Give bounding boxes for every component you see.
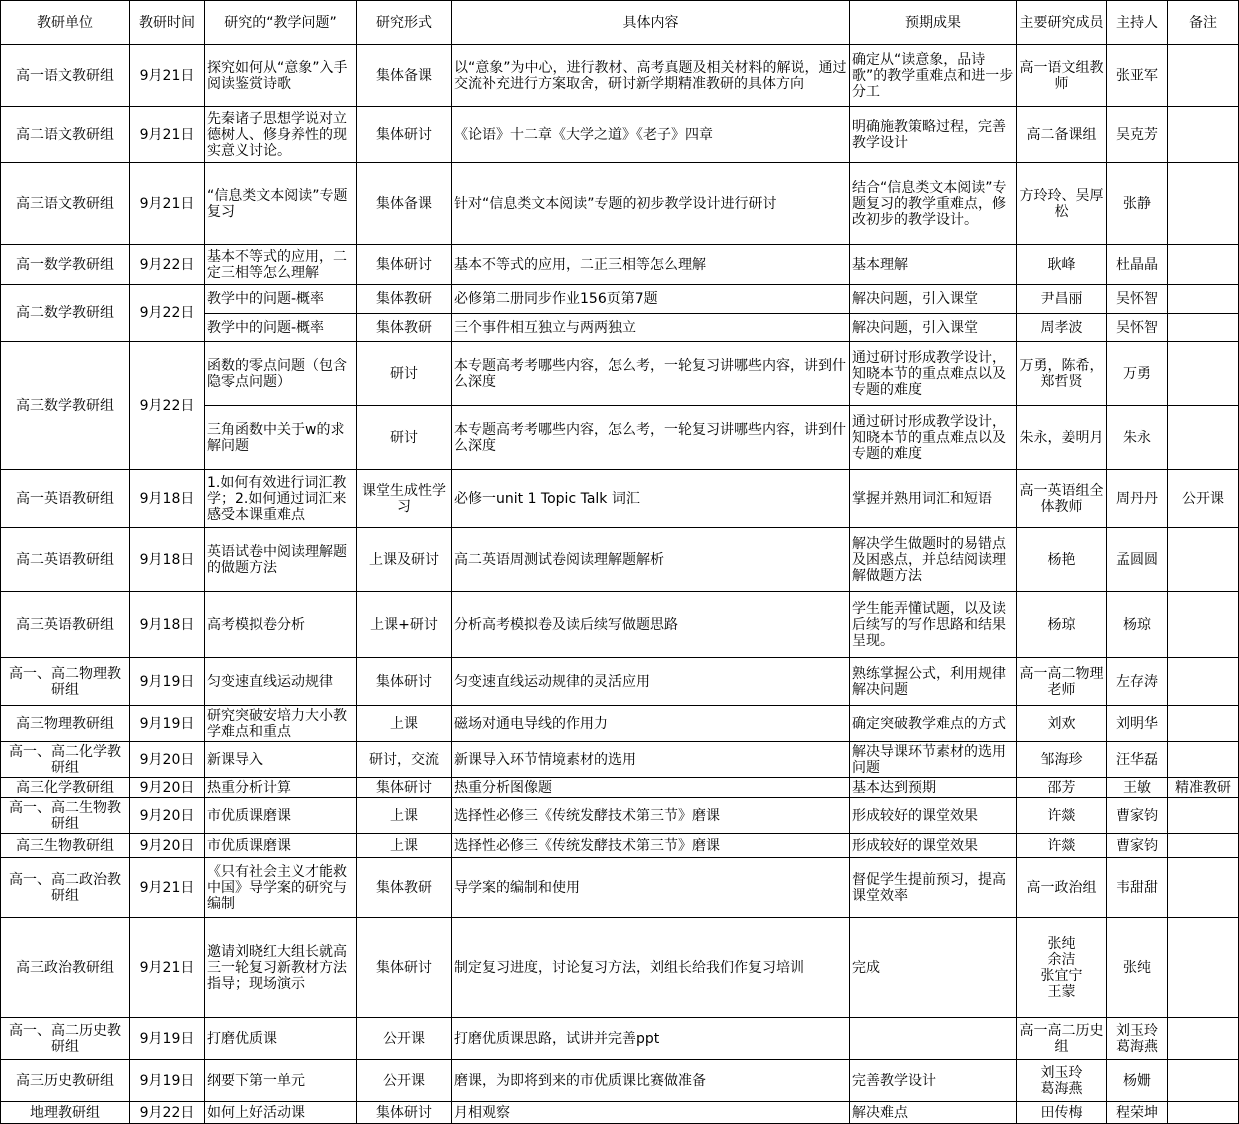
content-cell: 选择性必修三《传统发酵技术第三节》磨课 [452, 834, 850, 858]
table-row [1, 742, 1239, 778]
outcome-cell: 确定从“读意象，品诗歌”的教学重难点和进一步分工 [850, 45, 1017, 107]
note-cell [1168, 742, 1239, 778]
problem-cell: 英语试卷中阅读理解题的做题方法 [205, 528, 357, 592]
host-cell: 朱永 [1107, 406, 1168, 470]
unit-cell: 高一语文教研组 [1, 45, 130, 107]
unit-cell: 高三物理教研组 [1, 706, 130, 742]
unit-cell: 高一英语教研组 [1, 470, 130, 528]
host-cell: 张纯 [1107, 918, 1168, 1018]
content-cell: 磨课，为即将到来的市优质课比赛做准备 [452, 1060, 850, 1102]
outcome-cell: 基本达到预期 [850, 778, 1017, 798]
outcome-cell: 解决难点 [850, 1102, 1017, 1124]
problem-cell: 市优质课磨课 [205, 798, 357, 834]
unit-cell: 高三英语教研组 [1, 592, 130, 658]
problem-cell: 《只有社会主义才能救中国》导学案的研究与编制 [205, 858, 357, 918]
members-cell: 高一英语组全体教师 [1017, 470, 1107, 528]
outcome-cell: 通过研讨形成教学设计，知晓本节的重点难点以及专题的难度 [850, 406, 1017, 470]
content-cell: 针对“信息类文本阅读”专题的初步教学设计进行研讨 [452, 163, 850, 245]
header-problem: 研究的“教学问题” [205, 1, 357, 45]
table-row [1, 245, 1239, 285]
date-cell: 9月20日 [130, 798, 205, 834]
problem-cell: 1.如何有效进行词汇教学；2.如何通过词汇来感受本课重难点 [205, 470, 357, 528]
note-cell [1168, 314, 1239, 342]
members-cell: 尹昌丽 [1017, 285, 1107, 314]
note-cell [1168, 706, 1239, 742]
header-outcome: 预期成果 [850, 1, 1017, 45]
problem-cell: 三角函数中关于w的求解问题 [205, 406, 357, 470]
members-cell: 高一政治组 [1017, 858, 1107, 918]
outcome-cell: 督促学生提前预习，提高课堂效率 [850, 858, 1017, 918]
problem-cell: 探究如何从“意象”入手阅读鉴赏诗歌 [205, 45, 357, 107]
header-note: 备注 [1168, 1, 1239, 45]
note-cell [1168, 918, 1239, 1018]
date-cell: 9月21日 [130, 107, 205, 163]
unit-cell: 高一、高二生物教研组 [1, 798, 130, 834]
content-cell: 必修第二册同步作业156页第7题 [452, 285, 850, 314]
table-row [1, 858, 1239, 918]
outcome-cell: 明确施教策略过程，完善教学设计 [850, 107, 1017, 163]
form-cell: 上课+研讨 [357, 592, 452, 658]
table-row [1, 834, 1239, 858]
members-cell: 高一高二历史组 [1017, 1018, 1107, 1060]
outcome-cell: 通过研讨形成教学设计，知晓本节的重点难点以及专题的难度 [850, 342, 1017, 406]
date-cell: 9月21日 [130, 163, 205, 245]
form-cell: 集体备课 [357, 45, 452, 107]
form-cell: 集体研讨 [357, 245, 452, 285]
header-members: 主要研究成员 [1017, 1, 1107, 45]
date-cell: 9月18日 [130, 528, 205, 592]
host-cell: 孟圆圆 [1107, 528, 1168, 592]
form-cell: 集体研讨 [357, 1102, 452, 1124]
note-cell [1168, 285, 1239, 314]
problem-cell: 市优质课磨课 [205, 834, 357, 858]
form-cell: 上课 [357, 798, 452, 834]
problem-cell: 基本不等式的应用，二定三相等怎么理解 [205, 245, 357, 285]
problem-cell: 纲要下第一单元 [205, 1060, 357, 1102]
members-cell: 周孝波 [1017, 314, 1107, 342]
note-cell [1168, 1018, 1239, 1060]
note-cell [1168, 1102, 1239, 1124]
problem-cell: 先秦诸子思想学说对立德树人、修身养性的现实意义讨论。 [205, 107, 357, 163]
outcome-cell: 结合“信息类文本阅读”专题复习的教学重难点，修改初步的教学设计。 [850, 163, 1017, 245]
form-cell: 公开课 [357, 1060, 452, 1102]
form-cell: 公开课 [357, 1018, 452, 1060]
members-cell: 高一语文组教师 [1017, 45, 1107, 107]
unit-cell: 地理教研组 [1, 1102, 130, 1124]
outcome-cell: 解决导课环节素材的选用问题 [850, 742, 1017, 778]
note-cell [1168, 163, 1239, 245]
members-cell: 杨琼 [1017, 592, 1107, 658]
problem-cell: 热重分析计算 [205, 778, 357, 798]
form-cell: 集体研讨 [357, 107, 452, 163]
form-cell: 上课及研讨 [357, 528, 452, 592]
date-cell: 9月19日 [130, 658, 205, 706]
content-cell: 磁场对通电导线的作用力 [452, 706, 850, 742]
unit-cell: 高三语文教研组 [1, 163, 130, 245]
problem-cell: “信息类文本阅读”专题复习 [205, 163, 357, 245]
host-cell: 杨姗 [1107, 1060, 1168, 1102]
outcome-cell: 完成 [850, 918, 1017, 1018]
content-cell: 分析高考模拟卷及读后续写做题思路 [452, 592, 850, 658]
table-row [1, 45, 1239, 107]
date-cell: 9月21日 [130, 858, 205, 918]
date-cell: 9月22日 [130, 285, 205, 342]
host-cell: 程荣坤 [1107, 1102, 1168, 1124]
content-cell: 导学案的编制和使用 [452, 858, 850, 918]
problem-cell: 教学中的问题-概率 [205, 285, 357, 314]
unit-cell: 高二数学教研组 [1, 285, 130, 342]
problem-cell: 研究突破安培力大小教学难点和重点 [205, 706, 357, 742]
members-cell: 张纯 余洁 张宜宁 王蒙 [1017, 918, 1107, 1018]
host-cell: 汪华磊 [1107, 742, 1168, 778]
note-cell: 公开课 [1168, 470, 1239, 528]
host-cell: 曹家钧 [1107, 798, 1168, 834]
date-cell: 9月18日 [130, 592, 205, 658]
content-cell: 以“意象”为中心，进行教材、高考真题及相关材料的解说，通过交流补充进行方案取舍，研讨新学期精准教研的具体方向 [452, 45, 850, 107]
content-cell: 基本不等式的应用，二正三相等怎么理解 [452, 245, 850, 285]
date-cell: 9月19日 [130, 1018, 205, 1060]
content-cell: 必修一unit 1 Topic Talk 词汇 [452, 470, 850, 528]
note-cell [1168, 406, 1239, 470]
host-cell: 万勇 [1107, 342, 1168, 406]
table-row [1, 706, 1239, 742]
table-row [1, 342, 1239, 406]
table-row [1, 798, 1239, 834]
table-row [1, 778, 1239, 798]
unit-cell: 高一、高二历史教研组 [1, 1018, 130, 1060]
content-cell: 三个事件相互独立与两两独立 [452, 314, 850, 342]
host-cell: 曹家钧 [1107, 834, 1168, 858]
host-cell: 左存涛 [1107, 658, 1168, 706]
header-date: 教研时间 [130, 1, 205, 45]
form-cell: 上课 [357, 834, 452, 858]
form-cell: 研讨 [357, 342, 452, 406]
table-row [1, 918, 1239, 1018]
outcome-cell: 解决学生做题时的易错点及困惑点，并总结阅读理解做题方法 [850, 528, 1017, 592]
host-cell: 刘玉玲 葛海燕 [1107, 1018, 1168, 1060]
table-row [1, 528, 1239, 592]
outcome-cell: 熟练掌握公式，利用规律解决问题 [850, 658, 1017, 706]
host-cell: 张静 [1107, 163, 1168, 245]
form-cell: 集体研讨 [357, 778, 452, 798]
problem-cell: 新课导入 [205, 742, 357, 778]
form-cell: 集体教研 [357, 858, 452, 918]
members-cell: 刘欢 [1017, 706, 1107, 742]
outcome-cell: 形成较好的课堂效果 [850, 834, 1017, 858]
members-cell: 万勇，陈希，郑哲贤 [1017, 342, 1107, 406]
note-cell [1168, 342, 1239, 406]
unit-cell: 高一、高二化学教研组 [1, 742, 130, 778]
host-cell: 杜晶晶 [1107, 245, 1168, 285]
table-row [1, 285, 1239, 314]
form-cell: 集体备课 [357, 163, 452, 245]
host-cell: 杨琼 [1107, 592, 1168, 658]
header-host: 主持人 [1107, 1, 1168, 45]
unit-cell: 高三历史教研组 [1, 1060, 130, 1102]
unit-cell: 高二语文教研组 [1, 107, 130, 163]
table-row [1, 1018, 1239, 1060]
members-cell: 许燚 [1017, 834, 1107, 858]
table-row [1, 592, 1239, 658]
outcome-cell [850, 1018, 1017, 1060]
date-cell: 9月20日 [130, 742, 205, 778]
outcome-cell: 确定突破教学难点的方式 [850, 706, 1017, 742]
note-cell [1168, 107, 1239, 163]
date-cell: 9月22日 [130, 245, 205, 285]
content-cell: 打磨优质课思路，试讲并完善ppt [452, 1018, 850, 1060]
note-cell [1168, 245, 1239, 285]
problem-cell: 如何上好活动课 [205, 1102, 357, 1124]
header-unit: 教研单位 [1, 1, 130, 45]
host-cell: 张亚军 [1107, 45, 1168, 107]
outcome-cell: 完善教学设计 [850, 1060, 1017, 1102]
unit-cell: 高三数学教研组 [1, 342, 130, 470]
note-cell [1168, 858, 1239, 918]
members-cell: 邵芳 [1017, 778, 1107, 798]
host-cell: 刘明华 [1107, 706, 1168, 742]
outcome-cell: 解决问题，引入课堂 [850, 314, 1017, 342]
outcome-cell: 学生能弄懂试题，以及读后续写的写作思路和结果呈现。 [850, 592, 1017, 658]
content-cell: 月相观察 [452, 1102, 850, 1124]
table-row [1, 1060, 1239, 1102]
unit-cell: 高一数学教研组 [1, 245, 130, 285]
date-cell: 9月22日 [130, 1102, 205, 1124]
members-cell: 方玲玲、吴厚松 [1017, 163, 1107, 245]
members-cell: 杨艳 [1017, 528, 1107, 592]
members-cell: 许燚 [1017, 798, 1107, 834]
table-row [1, 470, 1239, 528]
members-cell: 刘玉玲 葛海燕 [1017, 1060, 1107, 1102]
form-cell: 集体教研 [357, 314, 452, 342]
members-cell: 田传梅 [1017, 1102, 1107, 1124]
content-cell: 本专题高考考哪些内容，怎么考，一轮复习讲哪些内容，讲到什么深度 [452, 406, 850, 470]
date-cell: 9月18日 [130, 470, 205, 528]
unit-cell: 高三政治教研组 [1, 918, 130, 1018]
form-cell: 集体研讨 [357, 658, 452, 706]
header-form: 研究形式 [357, 1, 452, 45]
table-row [1, 107, 1239, 163]
note-cell [1168, 798, 1239, 834]
content-cell: 《论语》十二章《大学之道》《老子》四章 [452, 107, 850, 163]
table-row [1, 163, 1239, 245]
members-cell: 朱永，姜明月 [1017, 406, 1107, 470]
form-cell: 研讨 [357, 406, 452, 470]
members-cell: 高二备课组 [1017, 107, 1107, 163]
table-row [1, 1102, 1239, 1124]
unit-cell: 高一、高二政治教研组 [1, 858, 130, 918]
problem-cell: 匀变速直线运动规律 [205, 658, 357, 706]
host-cell: 吴怀智 [1107, 285, 1168, 314]
date-cell: 9月19日 [130, 1060, 205, 1102]
problem-cell: 邀请刘晓红大组长就高三一轮复习新教材方法指导；现场演示 [205, 918, 357, 1018]
date-cell: 9月20日 [130, 834, 205, 858]
date-cell: 9月21日 [130, 45, 205, 107]
date-cell: 9月21日 [130, 918, 205, 1018]
unit-cell: 高三化学教研组 [1, 778, 130, 798]
form-cell: 研讨，交流 [357, 742, 452, 778]
table-header-row [1, 1, 1239, 45]
note-cell [1168, 45, 1239, 107]
note-cell [1168, 834, 1239, 858]
form-cell: 集体教研 [357, 285, 452, 314]
note-cell [1168, 658, 1239, 706]
date-cell: 9月20日 [130, 778, 205, 798]
note-cell [1168, 528, 1239, 592]
outcome-cell: 解决问题，引入课堂 [850, 285, 1017, 314]
unit-cell: 高三生物教研组 [1, 834, 130, 858]
date-cell: 9月22日 [130, 342, 205, 470]
table-row [1, 658, 1239, 706]
members-cell: 邹海珍 [1017, 742, 1107, 778]
form-cell: 课堂生成性学习 [357, 470, 452, 528]
content-cell: 高二英语周测试卷阅读理解题解析 [452, 528, 850, 592]
content-cell: 新课导入环节情境素材的选用 [452, 742, 850, 778]
header-content: 具体内容 [452, 1, 850, 45]
note-cell [1168, 592, 1239, 658]
form-cell: 上课 [357, 706, 452, 742]
unit-cell: 高一、高二物理教研组 [1, 658, 130, 706]
outcome-cell: 掌握并熟用词汇和短语 [850, 470, 1017, 528]
form-cell: 集体研讨 [357, 918, 452, 1018]
host-cell: 王敏 [1107, 778, 1168, 798]
note-cell [1168, 1060, 1239, 1102]
problem-cell: 教学中的问题-概率 [205, 314, 357, 342]
unit-cell: 高二英语教研组 [1, 528, 130, 592]
host-cell: 吴克芳 [1107, 107, 1168, 163]
problem-cell: 高考模拟卷分析 [205, 592, 357, 658]
content-cell: 制定复习进度，讨论复习方法，刘组长给我们作复习培训 [452, 918, 850, 1018]
members-cell: 耿峰 [1017, 245, 1107, 285]
note-cell: 精准教研 [1168, 778, 1239, 798]
members-cell: 高一高二物理老师 [1017, 658, 1107, 706]
outcome-cell: 形成较好的课堂效果 [850, 798, 1017, 834]
problem-cell: 打磨优质课 [205, 1018, 357, 1060]
content-cell: 选择性必修三《传统发酵技术第三节》磨课 [452, 798, 850, 834]
problem-cell: 函数的零点问题（包含隐零点问题） [205, 342, 357, 406]
date-cell: 9月19日 [130, 706, 205, 742]
host-cell: 周丹丹 [1107, 470, 1168, 528]
host-cell: 吴怀智 [1107, 314, 1168, 342]
content-cell: 本专题高考考哪些内容，怎么考，一轮复习讲哪些内容，讲到什么深度 [452, 342, 850, 406]
content-cell: 热重分析图像题 [452, 778, 850, 798]
outcome-cell: 基本理解 [850, 245, 1017, 285]
host-cell: 韦甜甜 [1107, 858, 1168, 918]
content-cell: 匀变速直线运动规律的灵活应用 [452, 658, 850, 706]
